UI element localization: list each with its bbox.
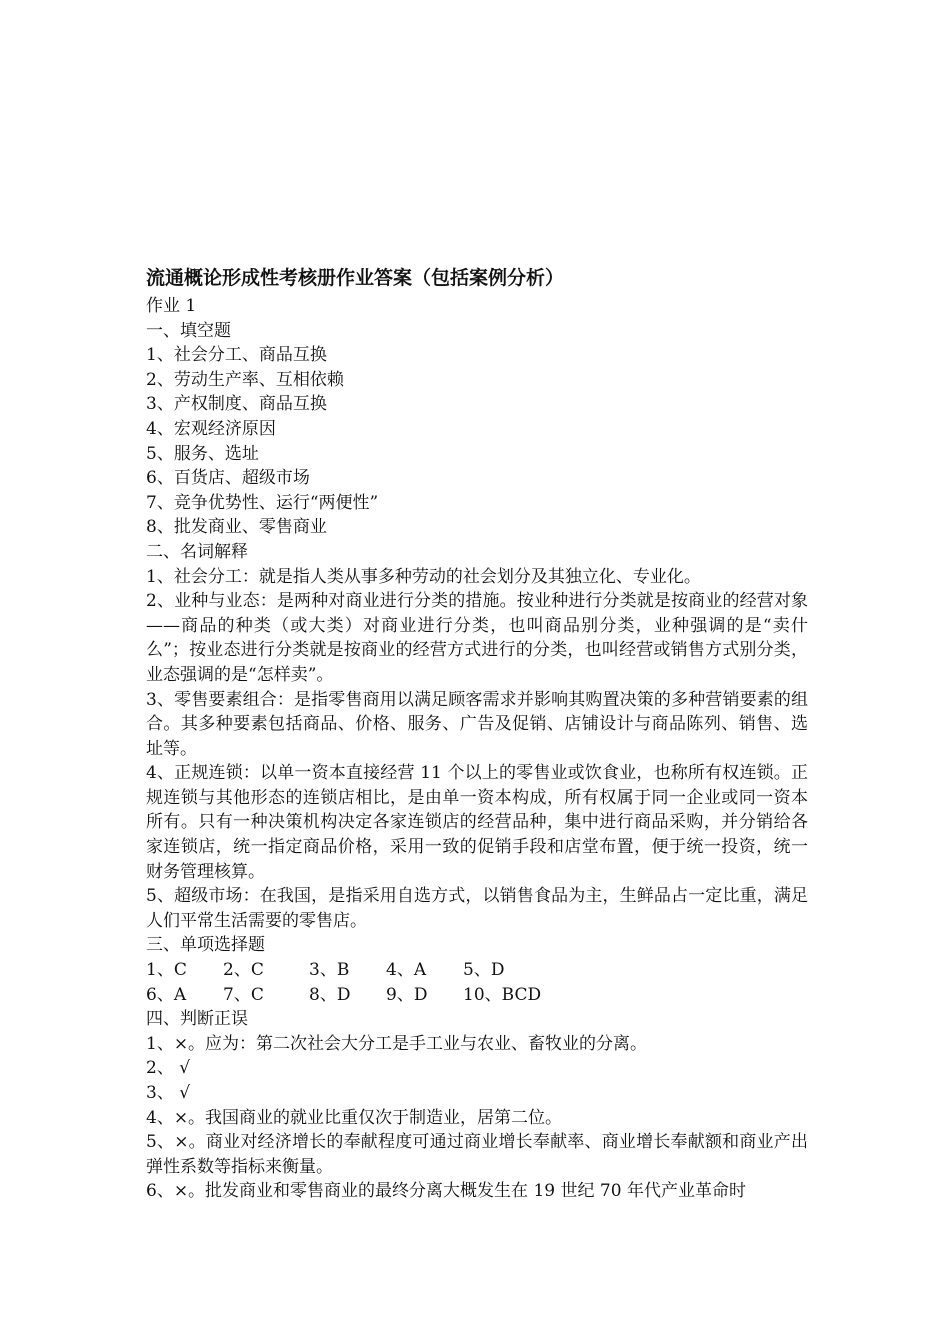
term-definition: 3、零售要素组合：是指零售商用以满足顾客需求并影响其购置决策的多种营销要素的组合。其多种要素包括商品、价格、服务、广告及促销、店铺设计与商品陈列、销售、选址等。: [146, 689, 808, 759]
true-false-answer: 4、×。我国商业的就业比重仅次于制造业，居第二位。: [146, 1107, 563, 1128]
fill-blank-answer: 6、百货店、超级市场: [146, 468, 310, 489]
choice-answer: 9、D: [386, 984, 428, 1005]
choice-answer: 6、A: [146, 984, 187, 1005]
section-heading-true-false: 四、判断正误: [146, 1009, 248, 1030]
fill-blank-answer: 2、劳动生产率、互相依赖: [146, 369, 344, 390]
choice-answer: 2、C: [223, 960, 264, 981]
term-definition: 1、社会分工：就是指人类从事多种劳动的社会划分及其独立化、专业化。: [146, 566, 701, 587]
fill-blank-answer: 1、社会分工、商品互换: [146, 345, 327, 366]
term-definition: 5、超级市场：在我国，是指采用自选方式，以销售食品为主，生鲜品占一定比重，满足人们平常生活需要的零售店。: [146, 886, 808, 931]
single-choice-row: [146, 958, 810, 983]
choice-answer: 8、D: [309, 984, 351, 1005]
true-false-answer: 5、×。商业对经济增长的奉献程度可通过商业增长奉献率、商业增长奉献额和商业产出弹性系数等指标来衡量。: [146, 1132, 808, 1177]
document-body: [146, 264, 810, 1204]
section-heading-single-choice: 三、单项选择题: [146, 935, 265, 956]
true-false-answer: 3、 √: [146, 1083, 191, 1103]
single-choice-row: [146, 983, 810, 1008]
assignment-label: 作业 1: [146, 296, 197, 316]
fill-blank-answer: 4、宏观经济原因: [146, 418, 276, 439]
true-false-answer: 2、 √: [146, 1058, 191, 1079]
choice-answer: 3、B: [309, 960, 350, 981]
choice-answer: 1、C: [146, 960, 187, 981]
choice-answer: 10、BCD: [463, 984, 542, 1005]
choice-answer: 7、C: [223, 984, 264, 1005]
section-heading-terms: 二、名词解释: [146, 541, 248, 562]
document-title: 流通概论形成性考核册作业答案（包括案例分析）: [146, 267, 565, 289]
true-false-answer: 1、×。应为：第二次社会大分工是手工业与农业、畜牧业的分离。: [146, 1033, 648, 1054]
fill-blank-answer: 8、批发商业、零售商业: [146, 517, 327, 538]
true-false-answer: 6、×。批发商业和零售商业的最终分离大概发生在 19 世纪 70 年代产业革命时: [146, 1181, 746, 1202]
term-definition: 2、业种与业态：是两种对商业进行分类的措施。按业种进行分类就是按商业的经营对象——商品的种类（或大类）对商业进行分类，也叫商品别分类，业种强调的是“卖什么”；按业态进行分类就是按商业的经营方式进行的分类，也叫经营或销售方式别分类，业态强调的是“怎样卖”。: [146, 591, 808, 685]
choice-answer: 5、D: [463, 960, 505, 981]
choice-answer: 4、A: [386, 960, 427, 981]
term-definition: 4、正规连锁：以单一资本直接经营 11 个以上的零售业或饮食业，也称所有权连锁。正规连锁与其他形态的连锁店相比，是由单一资本构成，所有权属于同一企业或同一资本所有。只有一种决策机构决定各家连锁店的经营品种，集中进行商品采购，并分销给各家连锁店，统一指定商品价格，采用一致的促销手段和店堂布置，便于统一投资，统一财务管理核算。: [146, 763, 808, 882]
fill-blank-answer: 7、竞争优势性、运行“两便性”: [146, 492, 379, 513]
fill-blank-answer: 3、产权制度、商品互换: [146, 394, 327, 415]
fill-blank-answer: 5、服务、选址: [146, 443, 259, 464]
section-heading-fill-blank: 一、填空题: [146, 320, 231, 341]
